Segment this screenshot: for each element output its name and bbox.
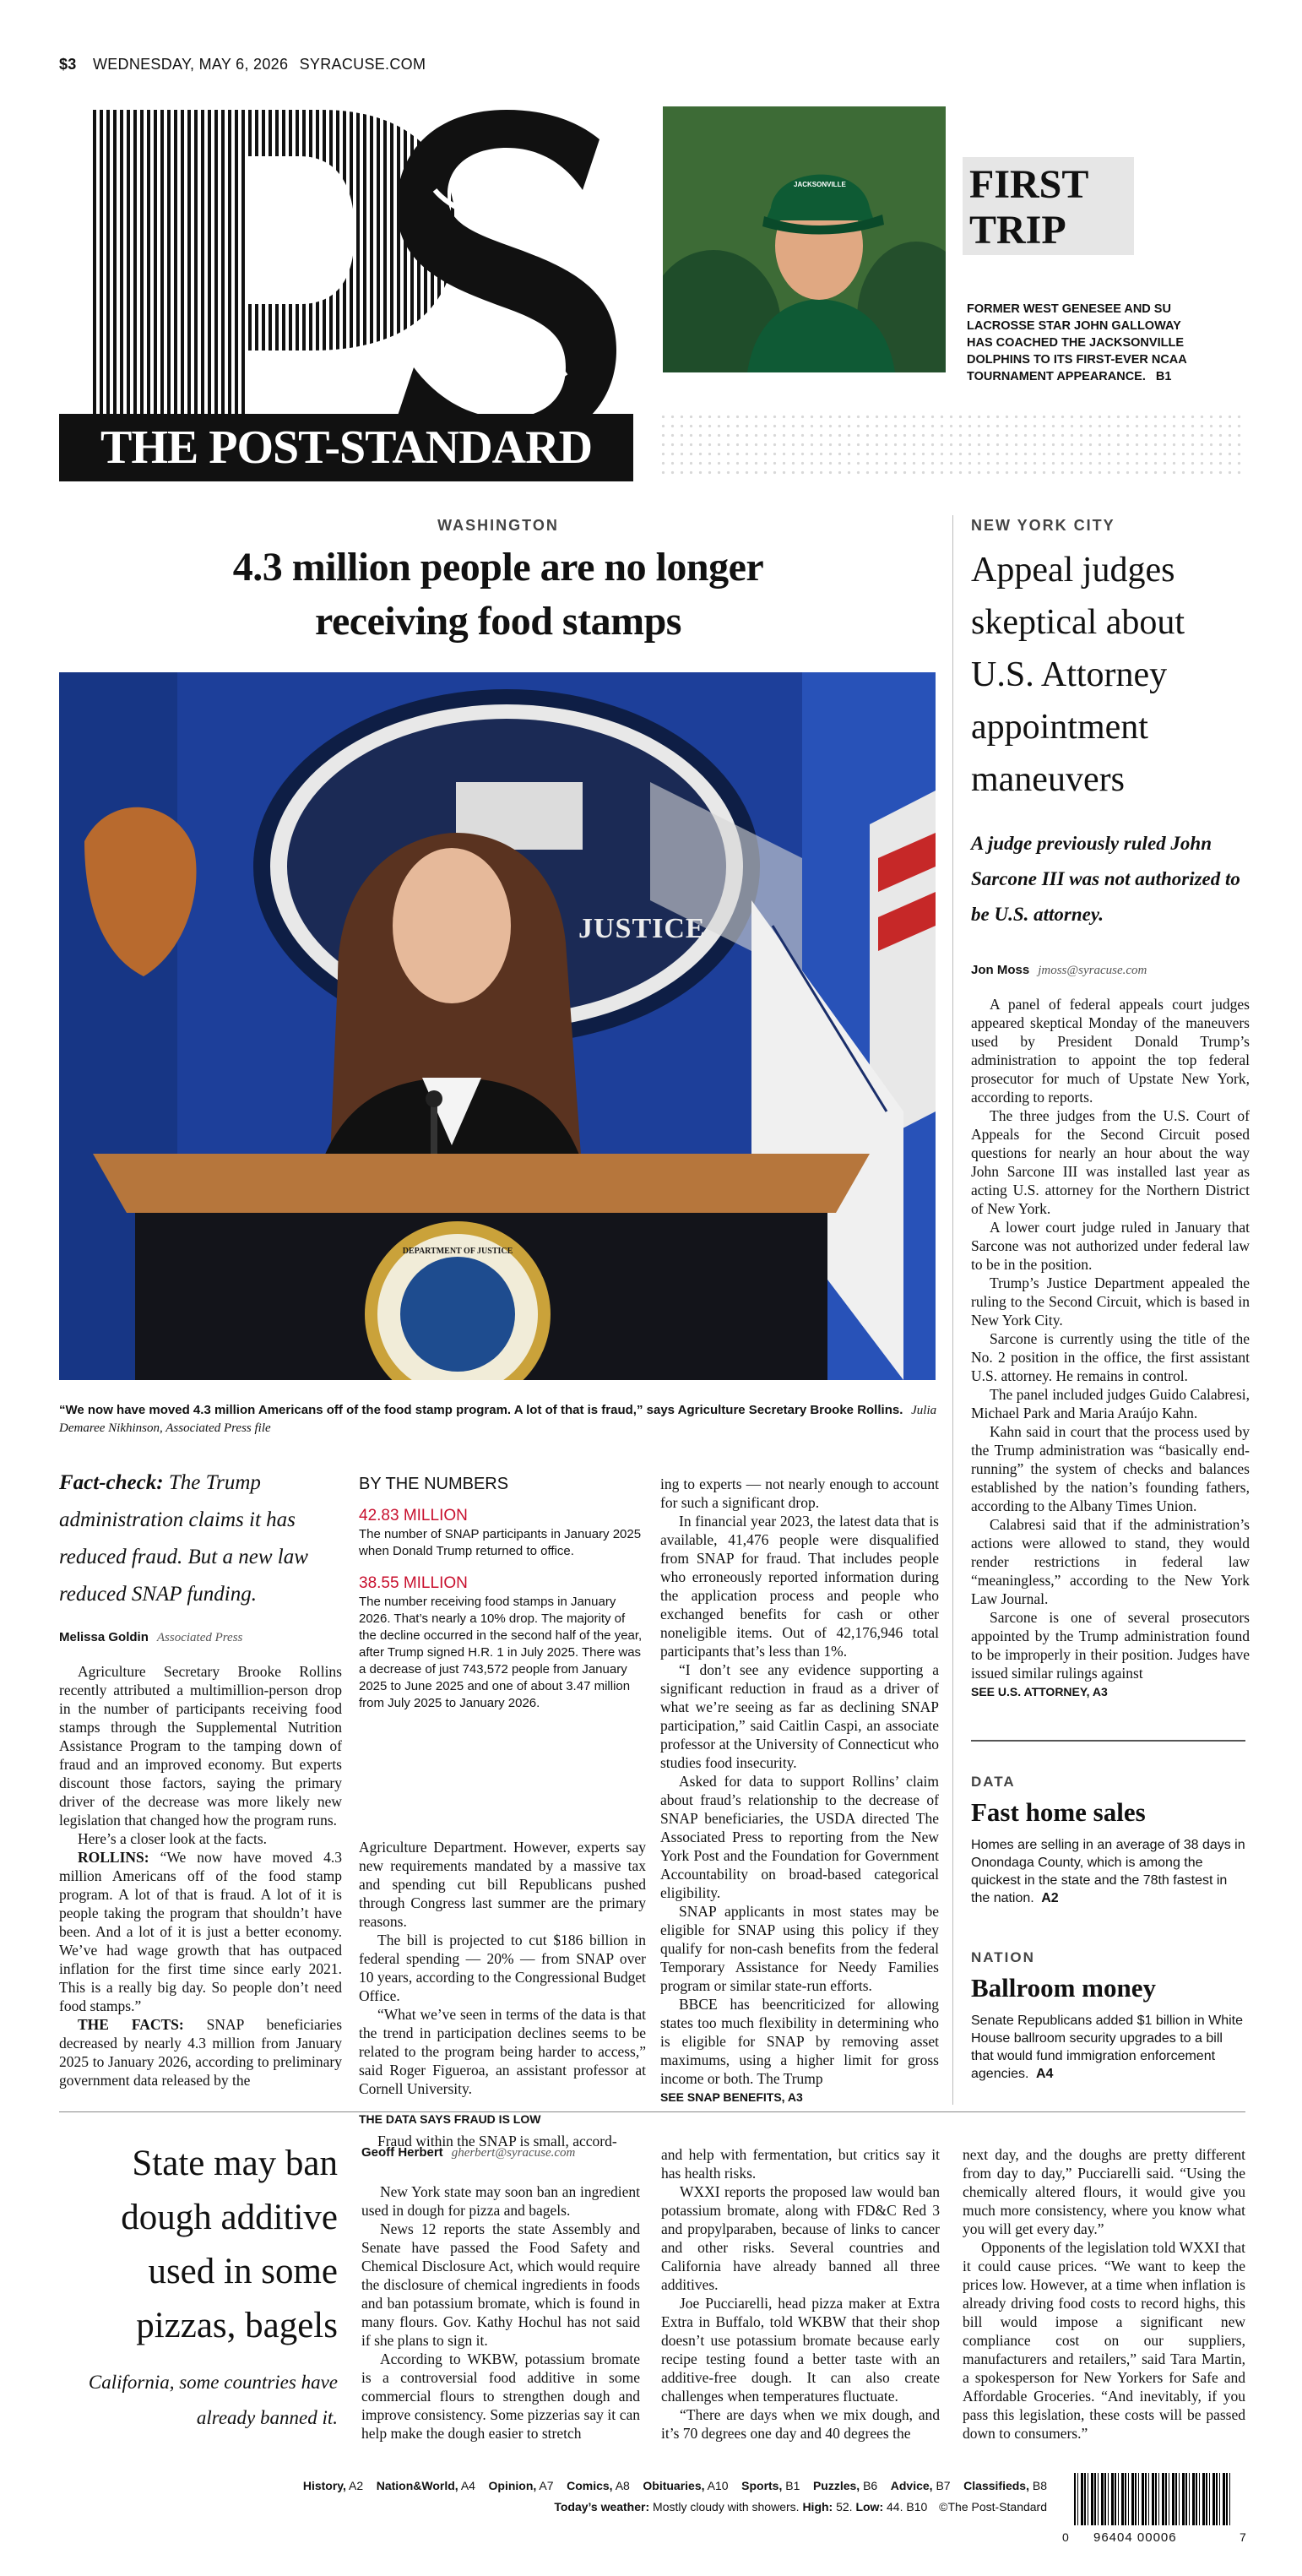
bottom-col2-p2: WXXI reports the proposed law would ban potassium bromate, along with FD&C Red 3 and propylparaben, because of links to cancer and other risks. Several countries and California have already banned all three additives.	[661, 2183, 940, 2293]
bottom-col2-p1: and help with fermentation, but critics say it has health risks.	[661, 2146, 940, 2182]
teaser-title-box[interactable]	[963, 157, 1134, 255]
bottom-column-3	[963, 2145, 1245, 2443]
brief-nation-text	[971, 2012, 1245, 2083]
rollins-press-photo	[59, 672, 936, 1380]
lead-photo[interactable]	[59, 672, 936, 1380]
brief-data-kicker: DATA	[971, 1774, 1016, 1790]
brief-nation-title: Ballroom money	[971, 1973, 1156, 2003]
barcode-right-digit: 7	[1240, 2530, 1246, 2544]
brief-nation-kicker: NATION	[971, 1949, 1035, 1965]
barcode	[1074, 2473, 1230, 2525]
teaser-body: FORMER WEST GENESEE AND SU LACROSSE STAR JOHN GALLOWAY HAS COACHED THE JACKSONVILLE DOLPHINS TO ITS FIRST-EVER NCAA TOURNAMENT APPEARANCE.	[967, 302, 1187, 383]
lead-caption	[59, 1401, 937, 1437]
right-headline[interactable]: Appeal judges skeptical about U.S. Attorney appointment maneuvers	[971, 551, 1185, 799]
lead-col1-p1: Agriculture Secretary Brooke Rollins recently attributed a multimillion-person drop in the number of participants receiving food stamps through the Supplemental Nutrition Assistance Program to the tamping down of fraud and an improved economy. But experts discount those factors, saying the primary driver of the decrease was more likely new legislation that changed how the program runs.	[59, 1663, 342, 1829]
lead-column-1	[59, 1662, 342, 2090]
weather-line	[0, 2500, 1047, 2514]
lead-byline-name: Melissa Goldin	[59, 1630, 149, 1644]
right-p1: A panel of federal appeals court judges appeared skeptical Monday of the maneuvers used by President Donald Trump’s administration to appoint the top federal prosecutor for much of Upstate New York, according to reports.	[971, 996, 1250, 1106]
teaser-text	[967, 301, 1195, 385]
right-byline-name: Jon Moss	[971, 963, 1030, 977]
lead-kicker: WASHINGTON	[437, 517, 559, 534]
lead-jump-link[interactable]: SEE SNAP BENEFITS, A3	[660, 2090, 803, 2104]
photo-podium-text: JUSTICE	[578, 913, 706, 944]
right-kicker: NEW YORK CITY	[971, 517, 1115, 534]
bottom-byline-name: Geoff Herbert	[361, 2145, 443, 2160]
right-body	[971, 995, 1250, 1701]
lead-col3-p1: ing to experts — not nearly enough to account for such a significant drop.	[660, 1475, 939, 1511]
right-p5: Sarcone is currently using the title of the No. 2 position in the office, the first assistant U.S. attorney. He remains in control.	[971, 1330, 1250, 1384]
copyright: ©The Post-Standard	[939, 2500, 1047, 2514]
numbers-text-1: The number of SNAP participants in January 2025 when Donald Trump returned to office.	[359, 1527, 642, 1558]
brief-data-text	[971, 1836, 1245, 1907]
index-classifieds[interactable]: Classifieds, B8	[963, 2479, 1047, 2492]
teaser-title-line2: TRIP	[969, 208, 1066, 253]
high-value: 52.	[833, 2500, 853, 2514]
index-sports[interactable]: Sports, B1	[741, 2479, 800, 2492]
index-obituaries[interactable]: Obituaries, A10	[643, 2479, 729, 2492]
bottom-col1-p3: According to WKBW, potassium bromate is a controversial food additive in some commercial flours to strengthen dough and improve consistency. Some pizzerias say it can help make the dough easier to stretch	[361, 2350, 640, 2442]
low-value: 44.	[883, 2500, 903, 2514]
rollins-label: ROLLINS:	[78, 1849, 149, 1866]
right-p6: The panel included judges Guido Calabresi, Michael Park and Maria Araújo Kahn.	[971, 1386, 1250, 1421]
lead-col3-p5: SNAP applicants in most states may be eligible for SNAP using this policy if they qualify for non-cash benefits from the federal Temporary Assistance for Needy Families program or similar state-run efforts.	[660, 1903, 939, 1994]
bottom-column-2	[661, 2145, 940, 2443]
lead-headline-line1: 4.3 million people are no longer	[232, 545, 764, 590]
bottom-col3-p1: next day, and the doughs are pretty different from day to day,” Pucciarelli said. “Using the chemically altered flours, it would give you much more consistency, where you know what you will get every day.”	[963, 2146, 1245, 2237]
lead-col2-subhead: THE DATA SAYS FRAUD IS LOW	[359, 2112, 541, 2126]
weather-label: Today’s weather:	[554, 2500, 650, 2514]
teaser-photo[interactable]	[663, 106, 946, 372]
deck-lead: Fact-check:	[59, 1471, 164, 1494]
cap-text: JACKSONVILLE	[794, 181, 846, 188]
facts-text: SNAP beneficiaries decreased by nearly 4.3 million from January 2025 to January 2026, according to preliminary government data released by the	[59, 2016, 343, 2089]
facts-label: THE FACTS:	[78, 2016, 184, 2033]
brief-nation-body: Senate Republicans added $1 billion in White House ballroom security upgrades to a bill that would fund immigration enforcement agencies.	[971, 2014, 1243, 2081]
index-history[interactable]: History, A2	[302, 2479, 364, 2492]
lead-col3-p2: In financial year 2023, the latest data that is available, 41,476 people were disqualified from SNAP for fraud. That includes people who erroneously reported information during the application process and people who exchanged benefits for cash or other noneligible items. Out of 42,176,946 total participants that’s less than 1%.	[660, 1513, 939, 1660]
bottom-byline	[361, 2145, 575, 2160]
right-byline	[971, 963, 1147, 978]
bottom-col3-p2: Opponents of the legislation told WXXI that it could cause prices. “We want to keep the prices low. However, at a time when inflation is already driving food costs to record highs, this bill would impose a significant new compliance cost on our suppliers, manufacturers and retailers,” said Tara Martin, a spokesperson for New Yorkers for Safe and Affordable Groceries. “And inevitably, if you pass this legislation, these costs will be passed down to consumers.”	[963, 2239, 1245, 2442]
weather-page[interactable]: B10	[903, 2500, 928, 2514]
numbers-value-1: 42.83 MILLION	[359, 1507, 468, 1524]
lead-headline-line2: receiving food stamps	[315, 599, 681, 644]
photo-seal-text: DEPARTMENT OF JUSTICE	[402, 1247, 513, 1256]
numbers-item-2	[359, 1573, 646, 1712]
brief-nation-page[interactable]: A4	[1035, 2067, 1054, 2081]
index-puzzles[interactable]: Puzzles, B6	[812, 2479, 878, 2492]
right-p8: Calabresi said that if the administration’s actions were allowed to stand, they would render restrictions in federal law “meaningless,” according to the New York Law Journal.	[971, 1516, 1250, 1607]
bottom-headline[interactable]: State may ban dough additive used in some pizzas, bagels	[121, 2144, 338, 2345]
brief-data[interactable]	[971, 1774, 1245, 1907]
lead-column-3	[660, 1475, 939, 2106]
by-the-numbers	[359, 1475, 646, 1712]
masthead-title: THE POST-STANDARD	[100, 421, 593, 474]
right-p7: Kahn said in court that the process used by the Trump administration was “basically end-running” the system of checks and balances established by the nation’s founding fathers, according to the Albany Times Union.	[971, 1423, 1250, 1514]
numbers-text-2: The number receiving food stamps in January 2026. That’s nearly a 10% drop. The majority of the decline occurred in the second half of the year, after Trump signed H.R. 1 in July 2025. There was a decrease of just 743,572 people from January 2025 to June 2025 and one of about 3.47 million from July 2025 to January 2026.	[359, 1595, 643, 1710]
right-p4: Trump’s Justice Department appealed the ruling to the Second Circuit, which is based in New York City.	[971, 1274, 1250, 1329]
lead-headline[interactable]	[59, 541, 937, 649]
issue-date: WEDNESDAY, MAY 6, 2026	[92, 56, 289, 73]
index-advice[interactable]: Advice, B7	[890, 2479, 951, 2492]
lead-col2-p3: “What we’ve seen in terms of the data is that the trend in participation declines seems to be related to the program being harder to access,” said Roger Figueroa, an assistant professor at Cornell University.	[359, 2006, 646, 2097]
numbers-item-1	[359, 1506, 646, 1560]
right-byline-email[interactable]: jmoss@syracuse.com	[1038, 964, 1147, 977]
weather-text: Mostly cloudy with showers.	[649, 2500, 800, 2514]
lead-col2-after: Fraud within the SNAP is small, accord-	[377, 2133, 617, 2149]
bottom-col1-p1: New York state may soon ban an ingredient used in dough for pizza and bagels.	[361, 2183, 640, 2219]
lead-rollins	[59, 1848, 342, 2015]
high-label: High:	[802, 2500, 833, 2514]
brief-data-page[interactable]: A2	[1041, 1891, 1059, 1905]
lead-col2-p2: The bill is projected to cut $186 billion in federal spending — 20% — from SNAP over 10 years, according to the Congressional Budget Office.	[359, 1932, 646, 2004]
low-label: Low:	[855, 2500, 884, 2514]
right-rail-divider	[952, 515, 953, 2105]
lead-column-2	[359, 1838, 646, 2150]
photo-credit: Julia Demaree Nikhinson, Associated Press file	[59, 1404, 937, 1435]
right-rule-1	[971, 1740, 1245, 1742]
numbers-value-2: 38.55 MILLION	[359, 1574, 468, 1592]
barcode-left-digit: 0	[1062, 2530, 1069, 2544]
bottom-deck: California, some countries have already banned it.	[88, 2372, 338, 2428]
teaser-title-line1: FIRST	[969, 162, 1089, 207]
bottom-col2-p4: “There are days when we mix dough, and it’s 70 degrees one day and 40 degrees the	[661, 2406, 940, 2442]
lead-col3-p6: BBCE has beencriticized for allowing states too much flexibility in determining who is eligible for SNAP by removing asset maximums, using a higher limit for gross income or both. The Trump	[660, 1996, 939, 2087]
masthead-logo[interactable]	[59, 97, 633, 481]
lead-col1-p2: Here’s a closer look at the facts.	[78, 1830, 268, 1847]
bottom-col1-p2: News 12 reports the state Assembly and Senate have passed the Food Safety and Chemical Disclosure Act, which would require the disclosure of chemical ingredients in foods and ban potassium bromate, which is found in many flours. Gov. Kathy Hochul has not said if she plans to sign it.	[361, 2220, 640, 2349]
numbers-title: BY THE NUMBERS	[359, 1475, 509, 1493]
index-nation-world[interactable]: Nation&World, A4	[376, 2479, 475, 2492]
index-comics[interactable]: Comics, A8	[567, 2479, 630, 2492]
bottom-column-1	[361, 2182, 640, 2443]
right-deck: A judge previously ruled John Sarcone III was not authorized to be U.S. attorney.	[971, 833, 1240, 925]
lead-facts	[59, 2015, 342, 2090]
bottom-rule	[59, 2111, 1245, 2112]
price: $3	[59, 56, 77, 73]
lead-byline-org: Associated Press	[156, 1631, 243, 1644]
site-link[interactable]: SYRACUSE.COM	[299, 56, 426, 73]
section-index	[0, 2479, 1047, 2492]
bottom-byline-email[interactable]: gherbert@syracuse.com	[451, 2146, 576, 2160]
right-jump-link[interactable]: SEE U.S. ATTORNEY, A3	[971, 1685, 1108, 1698]
deck-rest: The Trump administration claims it has reduced fraud. But a new law reduced SNAP funding.	[59, 1471, 308, 1606]
dateline	[59, 56, 426, 73]
brief-data-title: Fast home sales	[971, 1797, 1146, 1827]
right-p2: The three judges from the U.S. Court of Appeals for the Second Circuit posed questions for nearly an hour about the way John Sarcone III was installed last year as acting U.S. attorney for the Northern District of New York.	[971, 1107, 1250, 1217]
teaser-page[interactable]: B1	[1155, 370, 1172, 383]
index-opinion[interactable]: Opinion, A7	[488, 2479, 554, 2492]
rollins-text: “We now have moved 4.3 million Americans off of the food stamp program. A lot of that is fraud. A lot of it is people taking the program that shouldn’t have been. And a lot of it is just a better economy. We’ve had wage growth that has outpaced inflation for the first time since early 2021. This is a really big day. So people don’t need food stamps.”	[59, 1849, 342, 2014]
lead-col3-p4: Asked for data to support Rollins’ claim about fraud’s relationship to the decrease of SNAP beneficiaries, the USDA directed The Associated Press to reporting from the New York Post and the Foundation for Government Accountability on broad-based categorical eligibility.	[660, 1773, 939, 1901]
brief-nation[interactable]	[971, 1949, 1245, 2083]
brief-data-body: Homes are selling in an average of 38 days in Onondaga County, which is among the quickest in the state and the 78th fastest in the nation.	[971, 1838, 1245, 1905]
lead-col3-p3: “I don’t see any evidence supporting a significant reduction in fraud as a driver of what we’re seeing as far as declining SNAP participation,” said Caitlin Caspi, an associate professor at the University of Connecticut who studies food insecurity.	[660, 1661, 939, 1771]
lead-deck	[59, 1465, 338, 1613]
barcode-number: 96404 00006	[1093, 2530, 1177, 2545]
lead-col2-p1: Agriculture Department. However, experts say new requirements mandated by a massive tax and spending cut bill Republicans pushed through Congress last summer are the primary reasons.	[359, 1839, 646, 1930]
dot-pattern	[659, 412, 1241, 476]
caption-text: “We now have moved 4.3 million Americans off of the food stamp program. A lot of that is fraud,” says Agriculture Secretary Brooke Rollins.	[59, 1403, 903, 1417]
bottom-col2-p3: Joe Pucciarelli, head pizza maker at Extra Extra in Buffalo, told WKBW that their shop doesn’t use potassium bromate because early recipe testing found a better taste with an additive-free dough. It can also create challenges when temperatures fluctuate.	[661, 2295, 940, 2405]
right-p9: Sarcone is one of several prosecutors appointed by the Trump administration found to be improperly in their position. Judges have issued similar rulings against	[971, 1609, 1250, 1682]
right-p3: A lower court judge ruled in January that Sarcone was not authorized under federal law to be in the position.	[971, 1219, 1250, 1273]
coach-photo	[663, 106, 946, 372]
lead-byline	[59, 1630, 242, 1645]
